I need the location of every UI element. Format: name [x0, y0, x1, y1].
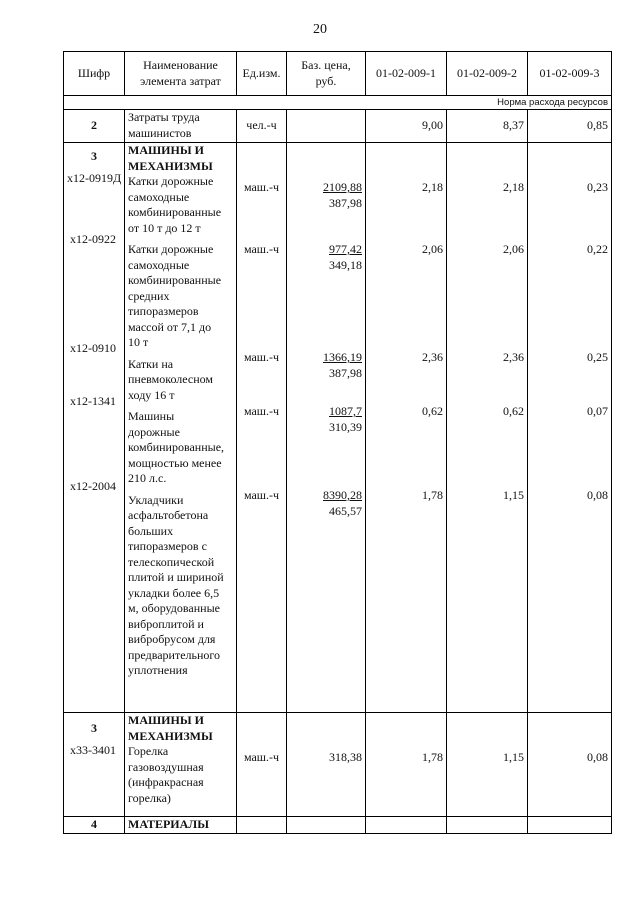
row-value-3: 0,07 [587, 403, 608, 418]
labor-value-1: 9,00 [366, 110, 447, 143]
row-value-1: 1,78 [422, 488, 443, 502]
row-unit: маш.-ч [243, 750, 280, 764]
table-header-row [64, 52, 612, 96]
row-code: х12-2004 [70, 478, 116, 493]
row-name: Машины дорожные комбинированные, мощностью менее 210 л.с. [128, 409, 225, 485]
section-price-column [287, 143, 366, 713]
row-code: х12-0910 [70, 340, 116, 355]
section-2-value-2-column [447, 713, 528, 817]
row-value-2: 2,36 [503, 350, 524, 364]
row-value-3: 0,23 [587, 180, 608, 194]
row-name: Катки дорожные самоходные комбинированные средних типоразмеров массой от 7,1 до 10 т [128, 242, 222, 349]
row-price-secondary: 387,98 [329, 195, 362, 210]
row-name: Горелка газовоздушная (инфракрасная горелка) [128, 744, 204, 805]
section-2-price-column [287, 713, 366, 817]
row-unit: маш.-ч [243, 488, 280, 502]
section-2-value-3-column [528, 713, 612, 817]
labor-price [287, 110, 366, 143]
section-code-column [64, 143, 125, 713]
labor-value-2: 8,37 [447, 110, 528, 143]
section-title: МАШИНЫ И МЕХАНИЗМЫ [128, 713, 213, 743]
row-value-1: 0,62 [422, 403, 443, 418]
machines-section-2-row [64, 713, 612, 817]
section-unit-column [237, 143, 287, 713]
norm-label: Норма расхода ресурсов [64, 96, 612, 110]
labor-row [64, 110, 612, 143]
row-name: Укладчики асфальтобетона больших типоразмеров с телескопической плитой и шириной укладки более 6,5 м, оборудованные виброплитой и вибробрусом для предварительного уплотнения [128, 492, 224, 677]
section-2-unit-column [237, 713, 287, 817]
row-value-3: 0,25 [587, 350, 608, 364]
section-value-1-column [366, 143, 447, 713]
row-value-3: 0,08 [587, 750, 608, 764]
row-value-2: 2,18 [503, 180, 524, 194]
empty-cell [528, 817, 612, 834]
row-code: х12-0919Д [67, 170, 122, 185]
empty-cell [447, 817, 528, 834]
row-price-secondary: 310,39 [329, 419, 362, 434]
norm-label-row [64, 96, 612, 110]
row-price-secondary: 465,57 [329, 503, 362, 518]
row-price: 8390,28 [323, 488, 362, 502]
labor-value-3: 0,85 [528, 110, 612, 143]
row-price-secondary: 349,18 [329, 257, 362, 272]
section-2-value-1-column [366, 713, 447, 817]
row-value-1: 2,06 [422, 241, 443, 256]
materials-title: МАТЕРИАЛЫ [125, 817, 237, 834]
row-value-2: 2,06 [503, 241, 524, 256]
header-col-3: 01-02-009-3 [528, 52, 612, 96]
header-price: Баз. цена, руб. [287, 52, 366, 96]
section-title: МАШИНЫ И МЕХАНИЗМЫ [128, 143, 213, 173]
materials-num: 4 [64, 817, 125, 834]
row-name: Катки на пневмоколесном ходу 16 т [128, 356, 214, 402]
row-value-1: 2,36 [422, 350, 443, 364]
empty-cell [287, 817, 366, 834]
labor-name: Затраты труда машинистов [125, 110, 237, 143]
row-value-3: 0,08 [587, 488, 608, 502]
row-price: 1366,19 [323, 350, 362, 364]
row-price: 2109,88 [323, 180, 362, 194]
header-name: Наименование элемента затрат [125, 52, 237, 96]
row-unit: маш.-ч [243, 180, 280, 194]
header-code: Шифр [64, 52, 125, 96]
row-value-1: 1,78 [422, 750, 443, 764]
header-unit: Ед.изм. [237, 52, 287, 96]
labor-unit: чел.-ч [237, 110, 287, 143]
resource-norm-table [63, 51, 612, 834]
row-unit: маш.-ч [243, 403, 280, 418]
header-col-2: 01-02-009-2 [447, 52, 528, 96]
row-value-2: 0,62 [503, 403, 524, 418]
row-name: Катки дорожные самоходные комбинированные от 10 т до 12 т [128, 174, 222, 235]
row-unit: маш.-ч [243, 241, 280, 256]
row-value-2: 1,15 [503, 488, 524, 502]
section-number: 3 [91, 149, 97, 163]
section-value-2-column [447, 143, 528, 713]
row-price: 318,38 [329, 750, 362, 764]
row-value-3: 0,22 [587, 241, 608, 256]
section-name-column [125, 143, 237, 713]
machines-section-row [64, 143, 612, 713]
row-unit: маш.-ч [243, 350, 280, 364]
section-2-code-column [64, 713, 125, 817]
page-number: 20 [313, 22, 327, 37]
materials-section-row [64, 817, 612, 834]
row-price: 1087,7 [329, 404, 362, 418]
row-price-secondary: 387,98 [329, 365, 362, 380]
row-code: х12-0922 [70, 232, 116, 246]
header-col-1: 01-02-009-1 [366, 52, 447, 96]
row-value-1: 2,18 [422, 180, 443, 194]
section-value-3-column [528, 143, 612, 713]
row-code: х12-1341 [70, 394, 116, 408]
empty-cell [237, 817, 287, 834]
section-number: 3 [91, 721, 97, 735]
section-2-name-column [125, 713, 237, 817]
row-price: 977,42 [329, 242, 362, 256]
empty-cell [366, 817, 447, 834]
row-code: х33-3401 [70, 742, 116, 757]
labor-num: 2 [64, 110, 125, 143]
row-value-2: 1,15 [503, 750, 524, 764]
